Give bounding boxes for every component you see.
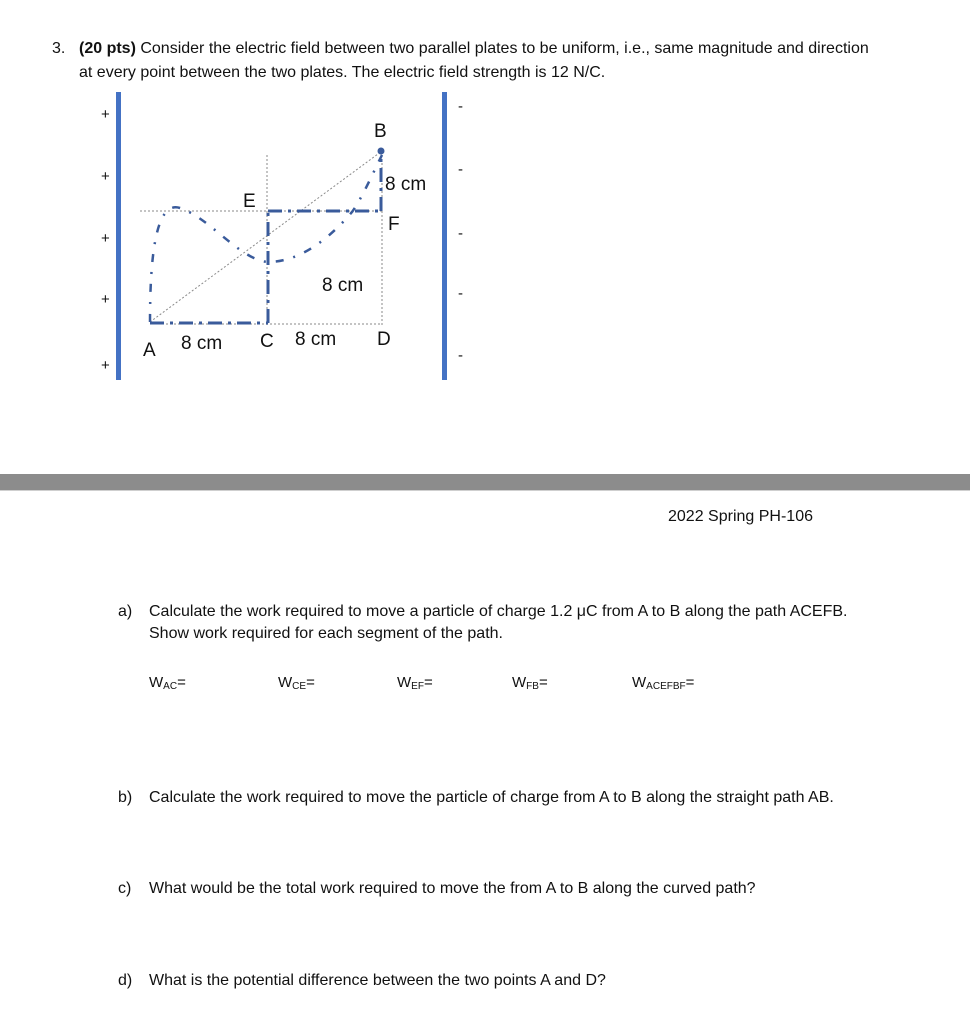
length-label-mid: 8 cm: [322, 275, 364, 296]
plus-sign: +: [101, 357, 110, 374]
plus-sign: +: [101, 291, 110, 308]
work-symbol: W: [397, 674, 412, 691]
point-label-a: A: [143, 340, 156, 361]
part-a-line-2: Show work required for each segment of the path.: [149, 625, 503, 642]
minus-sign: -: [458, 225, 463, 242]
work-label-ce: [278, 674, 315, 692]
work-subscript: EF: [411, 681, 424, 692]
part-a-line-1: Calculate the work required to move a particle of charge 1.2 μC from A to B along the path ACEFB.: [149, 603, 848, 620]
parallel-plates-diagram: [0, 0, 970, 470]
part-b-text: Calculate the work required to move the particle of charge from A to B along the straight path AB.: [149, 789, 834, 806]
positive-plate: [116, 92, 121, 380]
path-acefb: [150, 155, 381, 323]
part-d: [118, 970, 948, 992]
work-subscript: FB: [526, 681, 539, 692]
work-equals: =: [306, 674, 315, 691]
part-a-letter: a): [118, 603, 133, 620]
part-c-text: What would be the total work required to move the from A to B along the curved path?: [149, 880, 756, 897]
point-label-d: D: [377, 329, 391, 350]
work-label-acefbf: [632, 674, 694, 692]
length-label-cd: 8 cm: [295, 329, 337, 350]
plus-sign: +: [101, 106, 110, 123]
minus-sign: -: [458, 161, 463, 178]
question-line-2: at every point between the two plates. The electric field strength is 12 N/C.: [79, 64, 606, 81]
part-a-text: [149, 601, 939, 645]
work-subscript: ACEFBF: [646, 681, 686, 692]
plus-sign: +: [101, 230, 110, 247]
work-equals: =: [423, 674, 433, 691]
work-label-fb: [512, 674, 548, 692]
work-label-ac: [149, 674, 186, 692]
course-label: 2022 Spring PH-106: [668, 508, 813, 525]
work-subscript: AC: [163, 681, 178, 692]
length-label-ac: 8 cm: [181, 333, 223, 354]
work-symbol: W: [278, 674, 293, 691]
part-b-letter: b): [118, 789, 133, 806]
point-label-c: C: [260, 331, 274, 352]
question-points: (20 pts): [79, 40, 136, 57]
part-d-letter: d): [118, 972, 133, 989]
question-number: 3.: [52, 40, 66, 57]
minus-sign: -: [458, 347, 463, 364]
work-subscript: CE: [292, 681, 307, 692]
point-b-marker: [378, 148, 385, 155]
plus-sign: +: [101, 168, 110, 185]
work-symbol: W: [632, 674, 647, 691]
work-equals: =: [177, 674, 186, 691]
point-label-b: B: [374, 121, 387, 142]
construction-lines: [140, 151, 382, 325]
part-c-letter: c): [118, 880, 132, 897]
page-divider: [0, 474, 970, 490]
minus-sign: -: [458, 98, 463, 115]
point-label-f: F: [388, 214, 400, 235]
work-symbol: W: [149, 674, 164, 691]
point-label-e: E: [243, 191, 256, 212]
straight-path-ab: [150, 151, 382, 322]
work-symbol: W: [512, 674, 527, 691]
part-d-text: What is the potential difference between the two points A and D?: [149, 972, 606, 989]
question-text-1: Consider the electric field between two parallel plates to be uniform, i.e., same magnitude and direction: [135, 40, 869, 57]
work-label-ef: [397, 674, 433, 692]
curved-path: [150, 155, 382, 322]
part-a: [118, 601, 938, 647]
work-equals: =: [538, 674, 548, 691]
minus-sign: -: [458, 285, 463, 302]
part-c: [118, 878, 948, 900]
page-divider-line: [0, 490, 970, 491]
length-label-fb: 8 cm: [385, 174, 427, 195]
work-equals: =: [685, 674, 695, 691]
part-b: [118, 787, 948, 809]
negative-plate: [442, 92, 447, 380]
